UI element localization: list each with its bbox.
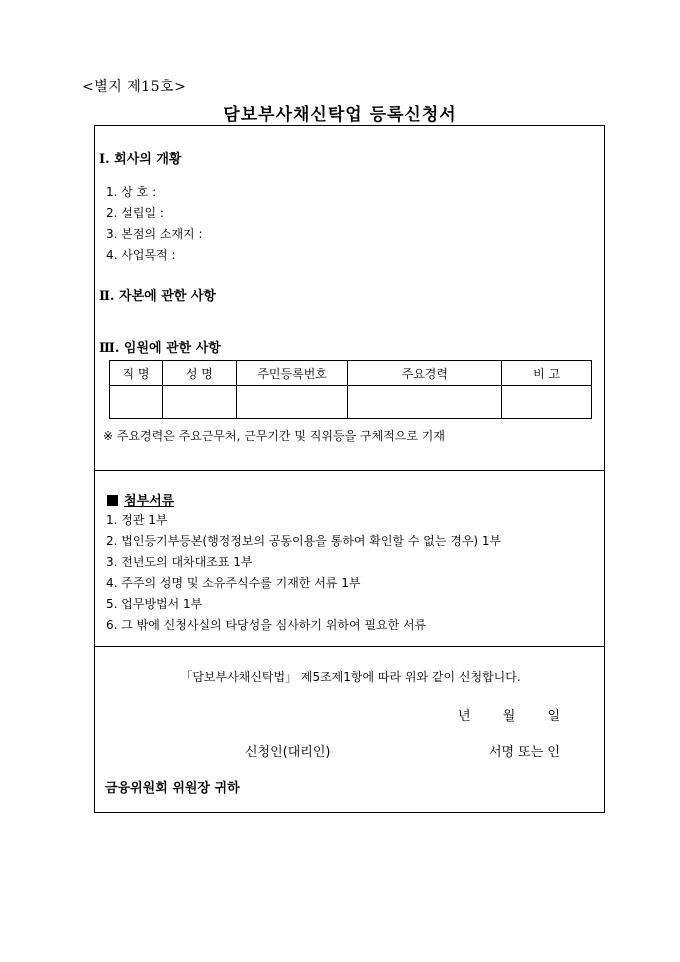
attachment-item: 4. 주주의 성명 및 소유주식수를 기재한 서류 1부 [106,576,361,590]
section-officers-heading: Ⅲ. 임원에 관한 사항 [99,341,221,356]
position-cell[interactable] [110,386,163,419]
column-position: 직 명 [110,361,163,386]
date-line [436,705,560,724]
table-row [110,386,592,419]
divider [95,470,604,471]
divider [95,646,604,647]
annex-label: <별지 제15호> [82,79,187,95]
application-statement: 「담보부사채신탁법」 제5조제1항에 따라 위와 같이 신청합니다. [180,670,521,684]
company-name-item: 1. 상 호 : [106,185,157,199]
remarks-cell[interactable] [502,386,592,419]
signature-label: 서명 또는 인 [488,745,560,760]
attachment-item: 5. 업무방법서 1부 [106,597,203,611]
attachment-item: 3. 전년도의 대차대조표 1부 [106,555,253,569]
attachment-item: 6. 그 밖에 신청사실의 타당성을 심사하기 위하여 필요한 서류 [106,618,427,632]
attachments-heading [107,490,174,509]
head-office-item: 3. 본점의 소재지 : [106,227,203,241]
officers-table-header [110,361,592,386]
date-year-label: 년 [458,709,471,724]
officers-table [109,360,592,419]
name-cell[interactable] [162,386,236,419]
establishment-date-item: 2. 설립일 : [106,206,164,220]
black-square-icon [107,495,118,506]
business-purpose-item: 4. 사업목적 : [106,248,176,262]
document-title: 담보부사채신탁업 등록신청서 [223,105,457,125]
column-remarks: 비 고 [502,361,592,386]
column-resident-number: 주민등록번호 [236,361,348,386]
attachments-heading-label: 첨부서류 [124,494,175,509]
career-note: ※ 주요경력은 주요근무처, 근무기간 및 직위등을 구체적으로 기재 [103,429,445,443]
section-company-overview-heading: Ⅰ. 회사의 개황 [99,152,182,167]
form-frame [94,125,605,813]
addressee: 금융위원회 위원장 귀하 [105,781,240,796]
applicant-label: 신청인(대리인) [245,745,331,760]
attachment-item: 1. 정관 1부 [106,513,168,527]
date-day-label: 일 [547,709,560,724]
resident-number-cell[interactable] [236,386,348,419]
date-month-label: 월 [502,709,516,724]
career-cell[interactable] [348,386,502,419]
column-career: 주요경력 [348,361,502,386]
column-name: 성 명 [162,361,236,386]
attachment-item: 2. 법인등기부등본(행정정보의 공동이용을 통하여 확인할 수 없는 경우) 1부 [106,534,502,548]
section-capital-heading: Ⅱ. 자본에 관한 사항 [99,289,216,304]
